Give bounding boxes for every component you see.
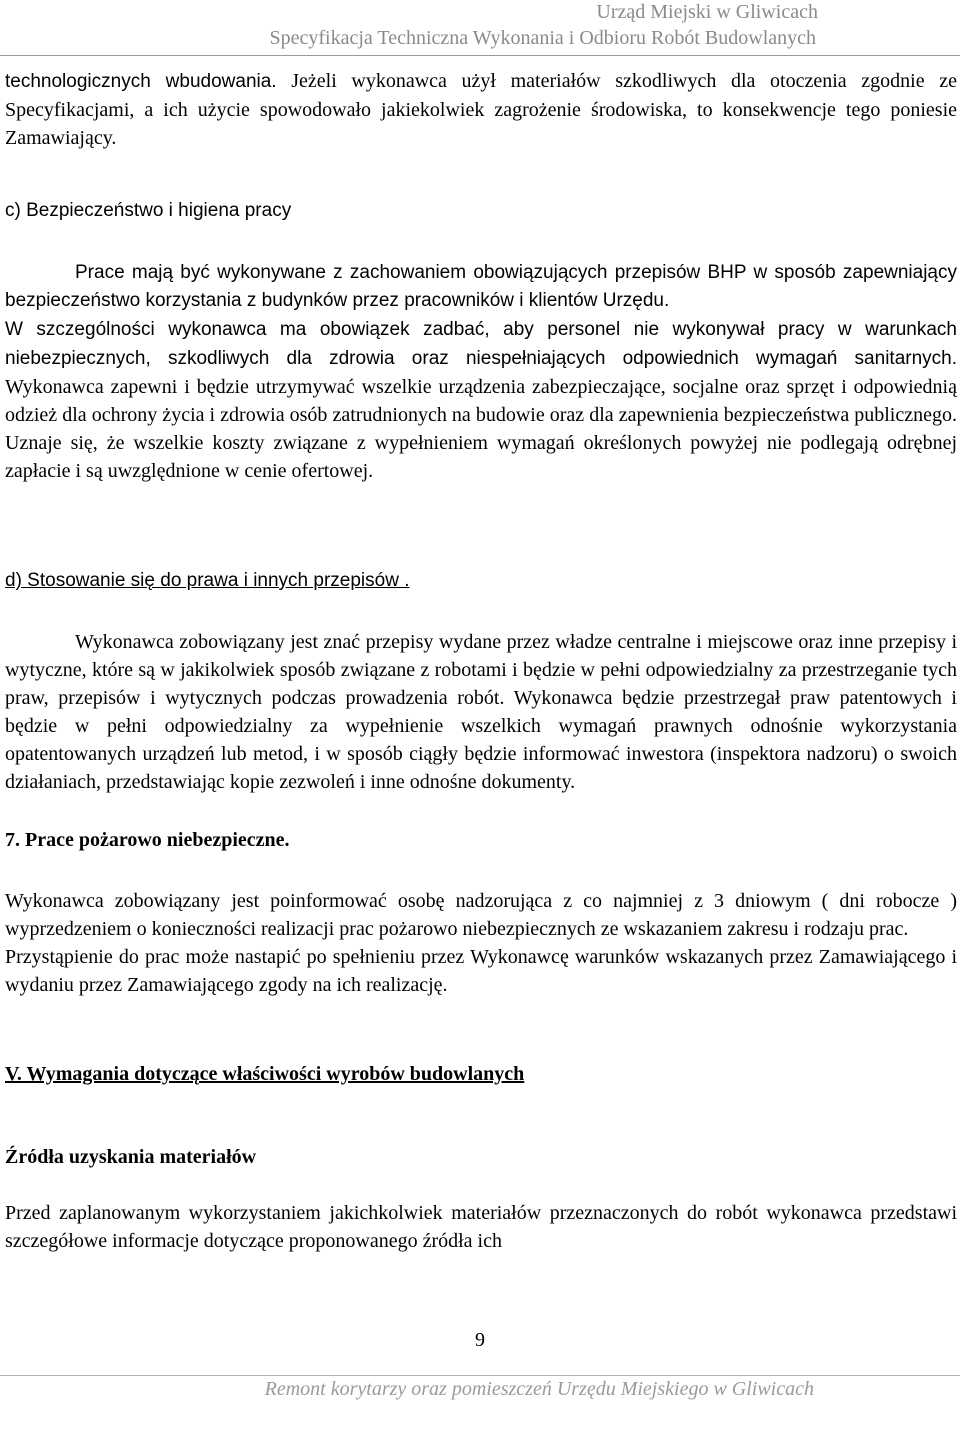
document-body	[5, 67, 957, 1255]
paragraph-bhp-details	[5, 315, 957, 485]
page-header	[0, 0, 960, 56]
paragraph-environment-lead: technologicznych wbudowania.	[5, 71, 277, 92]
section-heading-V: V. Wymagania dotyczące właściwości wyrobów budowlanych	[5, 1063, 525, 1085]
paragraph-fire-work-notice: Wykonawca zobowiązany jest poinformować osobę nadzorująca z co najmniej z 3 dniowym ( dni robocze ) wyprzedzeniem o konieczności realizacji prac pożarowo niebezpiecznych ze wskazaniem zakresu i rodzaju prac.	[5, 890, 957, 940]
paragraph-environment	[5, 67, 957, 152]
subheading-material-sources: Źródła uzyskania materiałów	[5, 1146, 257, 1168]
page-number: 9	[475, 1329, 485, 1351]
paragraph-material-sources: Przed zaplanowanym wykorzystaniem jakichkolwiek materiałów przeznaczonych do robót wykonawca przedstawi szczegółowe informacje dotyczące proponowanego źródła ich	[5, 1202, 957, 1252]
paragraph-law-compliance: Wykonawca zobowiązany jest znać przepisy wydane przez władze centralne i miejscowe oraz inne przepisy i wytyczne, które są w jakikolwiek sposób związane z robotami i będzie w pełni odpowiedzialny za przestrzeganie tych praw, przepisów i wytycznych podczas prowadzenia robót. Wykonawca będzie przestrzegał praw patentowych i będzie w pełni odpowiedzialny za wypełnienie wszelkich wymagań prawnych odnośnie wykorzystania opatentowanych urządzeń lub metod, i w sposób ciągły będzie informować inwestora (inspektora nadzoru) o swoich działaniach, przedstawiając kopie zezwoleń i inne odnośne dokumenty.	[5, 631, 957, 793]
footer-divider	[0, 1375, 960, 1376]
header-institution: Urząd Miejski w Gliwicach	[596, 1, 818, 23]
paragraph-fire-work-start: Przystąpienie do prac może nastapić po spełnieniu przez Wykonawcę warunków wskazanych przez Zamawiającego i wydaniu przez Zamawiającego zgody na ich realizację.	[5, 946, 957, 996]
paragraph-bhp-costs: Wykonawca zapewni i będzie utrzymywać wszelkie urządzenia zabezpieczające, socjalne oraz sprzęt i odpowiednią odzież dla ochrony życia i zdrowia osób zatrudnionych na budowie oraz dla zapewnienia bezpieczeństwa publicznego. Uznaje się, że wszelkie koszty związane z wypełnieniem wymagań określonych powyżej nie podlegają odrębnej zapłacie i są uwzględnione w cenie ofertowej.	[5, 376, 957, 482]
footer-project-title: Remont korytarzy oraz pomieszczeń Urzędu Miejskiego w Gliwicach	[264, 1378, 814, 1400]
section-heading-d: d) Stosowanie się do prawa i innych przepisów .	[5, 570, 410, 591]
header-divider	[0, 55, 960, 56]
paragraph-bhp-obligations: W szczególności wykonawca ma obowiązek zadbać, aby personel nie wykonywał pracy w warunkach niebezpiecznych, szkodliwych dla zdrowia oraz niespełniających odpowiednich wymagań sanitarnych.	[5, 319, 957, 369]
paragraph-bhp-intro: Prace mają być wykonywane z zachowaniem obowiązujących przepisów BHP w sposób zapewniający bezpieczeństwo korzystania z budynków przez pracowników i klientów Urzędu.	[5, 262, 957, 311]
section-heading-7: 7. Prace pożarowo niebezpieczne.	[5, 829, 290, 851]
section-heading-c: c) Bezpieczeństwo i higiena pracy	[5, 200, 292, 221]
paragraph-environment-text: Jeżeli wykonawca użył materiałów szkodliwych dla otoczenia zgodnie ze Specyfikacjami, a ich użycie spowodowało jakiekolwiek zagrożenie środowiska, to konsekwencje tego poniesie Zamawiający.	[5, 70, 957, 149]
header-document-title: Specyfikacja Techniczna Wykonania i Odbioru Robót Budowlanych	[269, 27, 816, 49]
